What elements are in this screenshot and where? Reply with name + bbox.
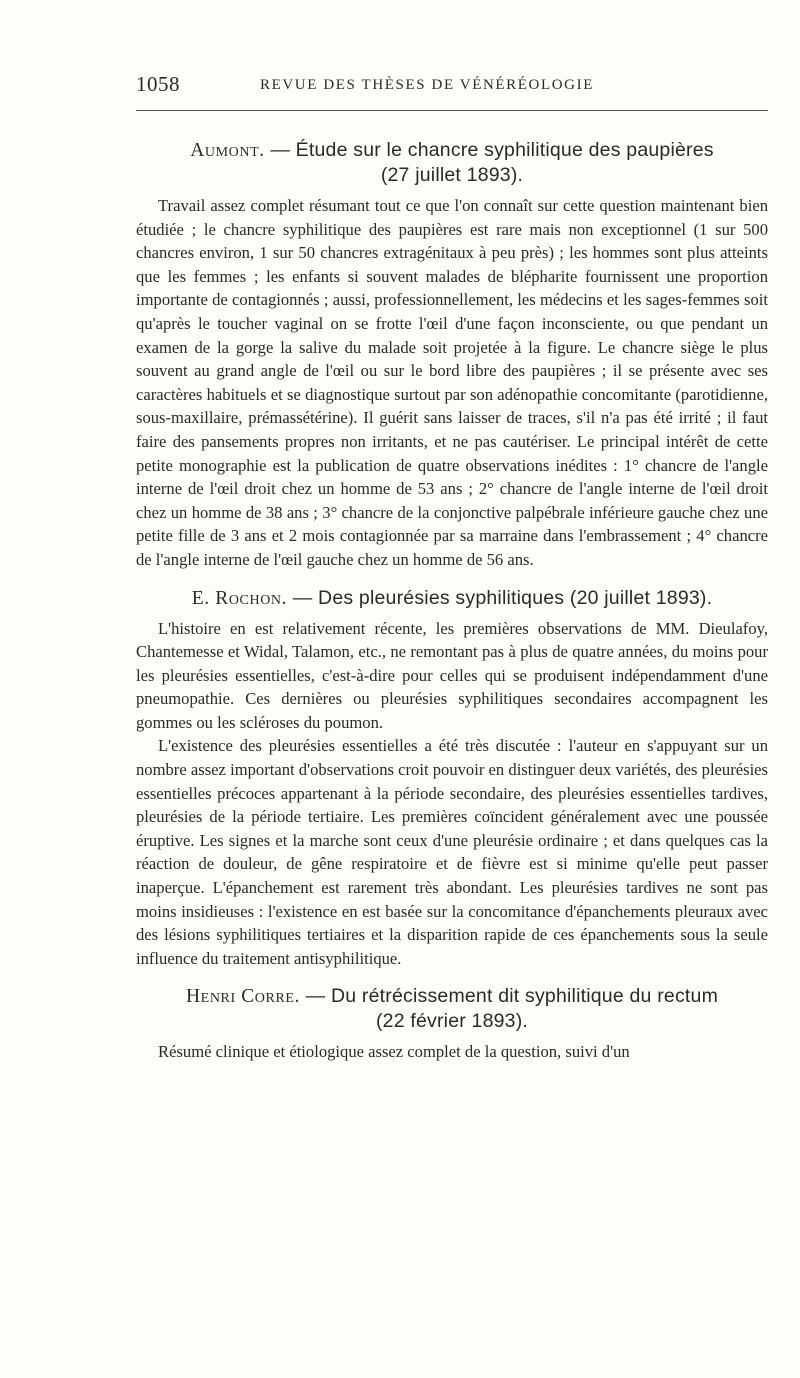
thesis-entry [136,138,768,572]
header-rule [136,110,768,111]
entry-title-line-1: — Étude sur le chancre syphilitique des paupières [270,139,714,161]
entry-author: Aumont. [190,140,265,161]
thesis-entry [136,984,768,1064]
entry-author: Henri Corre. [185,986,301,1008]
entry-title [136,138,768,188]
entry-title-line-2: (22 février 1893). [375,1010,529,1033]
entry-title [136,984,768,1034]
page-header [136,72,768,102]
entry-title-line-1: — Du rétrécissement dit syphilitique du rectum [305,985,719,1008]
running-head: REVUE DES THÈSES DE VÉNÉRÉOLOGIE [260,77,594,93]
entry-paragraph: L'existence des pleurésies essentielles a été très discutée : l'auteur en s'appuyant sur un nombre assez important d'observations croit pouvoir en distinguer deux variétés, des pleurésies essentielles précoces appartenant à la période secondaire, des pleurésies essentielles tardives, pleurésies de la période tertiaire. Les premières coïncident généralement avec une poussée éruptive. Les signes et la marche sont ceux d'une pleurésie ordinaire ; et dans quelques cas la réaction de douleur, de gêne respiratoire et de fièvre est si minime qu'elle peut passer inaperçue. L'épanchement est rarement très abondant. Les pleurésies tardives ne sont pas moins insidieuses : l'existence en est basée sur la concomitance d'épanchements pleuraux avec des lésions syphilitiques tertiaires et la disparition rapide de ces épanchements sous la seule influence du traitement antisyphilitique. [136,736,768,968]
entry-paragraph: L'histoire en est relativement récente, les premières observations de MM. Dieulafoy, Chantemesse et Widal, Talamon, etc., ne remontant pas à plus de quatre années, du moins pour les pleurésies essentielles, c'est-à-dire pour celles qui se produisent indépendamment d'une pneumopathie. Ces dernières ou pleurésies syphilitiques secondaires accompagnent les gommes ou les scléroses du poumon. [136,618,768,732]
entry-title-line-2: (27 juillet 1893). [380,164,524,186]
page-number: 1058 [136,72,180,96]
page-content [136,138,768,1064]
entry-paragraph: Résumé clinique et étiologique assez complet de la question, suivi d'un [158,1042,630,1062]
entry-author: E. Rochon. [191,587,288,609]
thesis-entry [136,586,768,971]
entry-title-line-1: — Des pleurésies syphilitiques (20 juillet 1893). [292,586,713,609]
entry-title [136,586,768,611]
entry-paragraph: Travail assez complet résumant tout ce que l'on connaît sur cette question maintenant bien étudiée ; le chancre syphilitique des paupières est rare mais non exceptionnel (1 sur 500 chancres environ, 1 sur 50 chancres extragénitaux à peu près) ; les hommes sont plus atteints que les femmes ; les enfants si souvent malades de blépharite fournissent une proportion importante de contagionnés ; aussi, professionnellement, les médecins et les sages-femmes soit qu'après le toucher vaginal on se frotte l'œil d'une façon inconsciente, ou que pendant un examen de la gorge la salive du malade soit projetée à la figure. Le chancre siège le plus souvent au grand angle de l'œil ou sur le bord libre des paupières ; il se présente avec ses caractères habituels et se diagnostique surtout par son adénopathie concomitante (parotidienne, sous-maxillaire, prémassétérine). Il guérit sans laisser de traces, s'il n'a pas été irrité ; il faut faire des pansements propres non irritants, et ne pas cautériser. Le principal intérêt de cette petite monographie est la publication de quatre observations inédites : 1° chancre de l'angle interne de l'œil droit chez un homme de 53 ans ; 2° chancre de l'angle interne de l'œil droit chez un homme de 38 ans ; 3° chancre de la conjonctive palpébrale inférieure gauche chez une petite fille de 3 ans et 2 mois contagionnée par sa marraine dans l'embrassement ; 4° chancre de l'angle interne de l'œil gauche chez un homme de 56 ans. [136,196,768,569]
